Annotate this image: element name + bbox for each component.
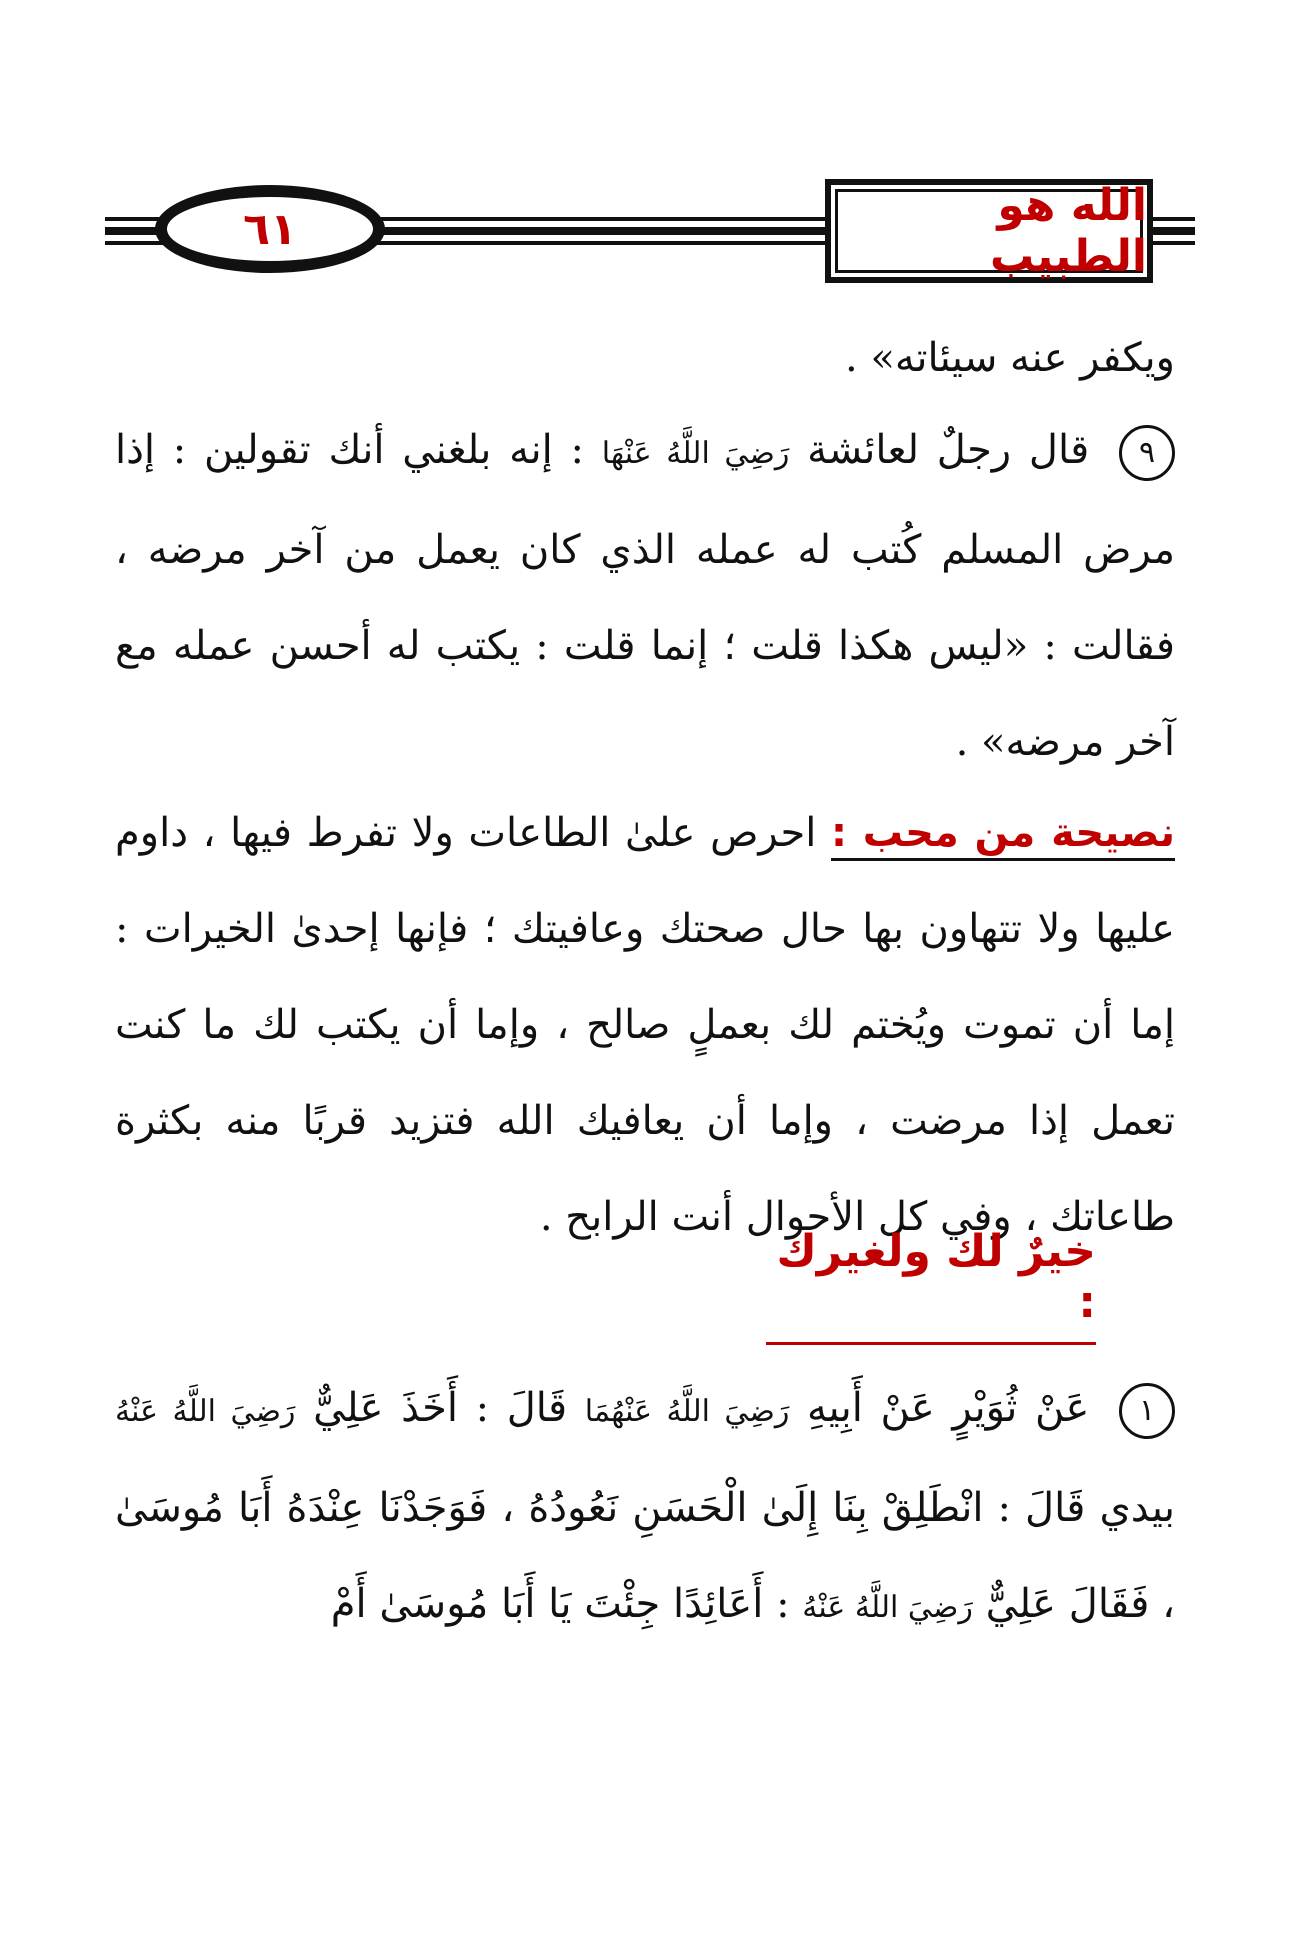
item-number-circle: ٩ [1119,425,1175,481]
advice-paragraph [115,785,1175,1265]
paragraph-text: بيدي قَالَ : انْطَلِقْ بِنَا إِلَىٰ الْحَسَنِ نَعُودُهُ ، فَوَجَدْنَا عِنْدَهُ أَبَا مُوسَىٰ ، فَقَالَ عَلِيٌّ [115,1485,1175,1627]
honorific-phrase: رَضِيَ اللَّهُ عَنْهُمَا [584,1394,790,1429]
section-heading: خيرٌ لك ولغيرك : [766,1226,1096,1345]
paragraph-text: : إنه بلغني أنك تقولين : إذا مرض المسلم كُتب له عمله الذي كان يعمل من آخر مرضه ، فقالت : «ليس هكذا قلت ؛ إنما قلت : يكتب له أحسن عمله مع آخر مرضه» . [115,427,1175,765]
advice-label: نصيحة من محب : [831,810,1175,861]
book-title: الله هو الطبيب [825,179,1153,283]
paragraph-hadith-9 [115,402,1175,790]
paragraph-text: قَالَ : أَخَذَ عَلِيٌّ [313,1385,568,1431]
honorific-phrase: رَضِيَ اللَّهُ عَنْهَا [601,436,790,471]
advice-text: احرص علىٰ الطاعات ولا تفرط فيها ، داوم عليها ولا تتهاون بها حال صحتك وعافيتك ؛ فإنها إحدىٰ الخيرات : إما أن تموت ويُختم لك بعملٍ صالح ، وإما أن يكتب لك ما كنت تعمل إذا مرضت ، وإما أن يعافيك الله فتزيد قربًا منه بكثرة طاعاتك ، وفي كل الأحوال أنت الرابح . [115,810,1175,1240]
paragraph-text: عَنْ ثُوَيْرٍ عَنْ أَبِيهِ [807,1385,1090,1431]
page-number: ٦١ [155,185,385,273]
paragraph-text: قال رجلٌ لعائشة [807,427,1090,473]
paragraph-text: : أَعَائِدًا جِئْتَ يَا أَبَا مُوسَىٰ أَمْ [330,1581,790,1627]
honorific-phrase: رَضِيَ اللَّهُ عَنْهُ [115,1394,296,1429]
item-number-circle: ١ [1119,1383,1175,1439]
page-header [105,165,1195,295]
honorific-phrase: رَضِيَ اللَّهُ عَنْهُ [802,1590,973,1625]
paragraph-hadith-1 [115,1360,1175,1656]
paragraph-continuation: ويكفر عنه سيئاته» . [845,335,1175,381]
